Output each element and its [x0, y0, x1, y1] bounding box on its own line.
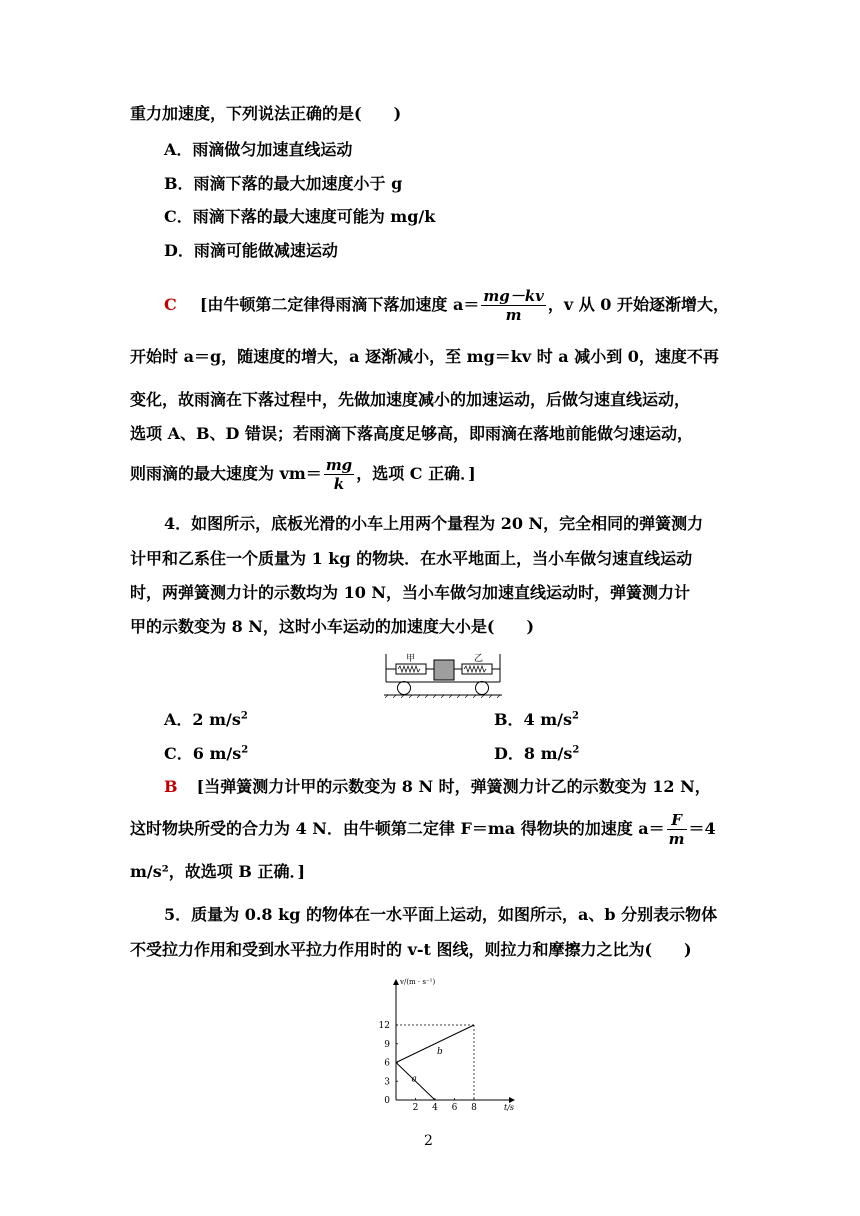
q3-frac2-den: k: [333, 475, 345, 493]
x-tick-label: 6: [451, 1103, 458, 1112]
q4-option-b: B．4 $m/s^2$: [494, 710, 579, 729]
q4-stem-line-4: 甲的示数变为 8 N，这时小车运动的加速度大小是( ): [130, 617, 535, 636]
q4-solution-line-2: [130, 807, 716, 851]
q3-sol-text-d: ，选项 C 正确．]: [356, 464, 476, 483]
cart-left-wheel: [398, 682, 411, 695]
block: [434, 660, 454, 680]
q4-option-c: C．6 $m/s^2$: [164, 744, 249, 763]
vt-chart: [364, 976, 524, 1112]
q5-stem-line-1: 5．质量为 0.8 kg 的物体在一水平面上运动，如图所示，a、b 分别表示物体: [164, 905, 718, 924]
series-label-a: a: [411, 1074, 417, 1085]
q3-option-b: B．雨滴下落的最大加速度小于 g: [164, 174, 403, 193]
y-tick-label: 9: [384, 1039, 390, 1050]
q4-answer: B: [164, 777, 178, 796]
q3-sol-text-a: [由牛顿第二定律得雨滴下落加速度 a＝: [199, 295, 480, 314]
q4-stem-line-2: 计甲和乙系住一个质量为 1 kg 的物块．在水平地面上，当小车做匀速直线运动: [130, 549, 693, 568]
origin-label: 0: [384, 1096, 390, 1106]
q3-answer: C: [164, 295, 177, 314]
q3-solution-line-1: [164, 283, 729, 327]
q4-solution-line-3: m/s²，故选项 B 正确．]: [130, 862, 306, 881]
q4-frac-num: F: [667, 811, 687, 830]
q4-fraction: [667, 811, 687, 848]
q3-frac1-num: mg－kv: [483, 287, 544, 305]
q3-sol-text-b: ，v 从 0 开始逐渐增大，: [547, 295, 729, 314]
q5-stem-line-2: 不受拉力作用和受到水平拉力作用时的 v-t 图线，则拉力和摩擦力之比为( ): [130, 940, 692, 959]
q3-option-a: A．雨滴做匀加速直线运动: [164, 140, 353, 159]
q3-stem-end: 重力加速度，下列说法正确的是( ): [130, 104, 402, 123]
q4-option-a: A．2 $m/s^2$: [164, 710, 248, 729]
series-label-b: b: [437, 1046, 443, 1057]
y-tick-label: 3: [384, 1077, 390, 1088]
q3-frac1-den: m: [505, 306, 522, 324]
y-tick-label: 6: [384, 1058, 390, 1069]
q3-option-c: C．雨滴下落的最大速度可能为 mg/k: [164, 207, 436, 226]
y-axis-label: v/(m · s⁻¹): [400, 978, 436, 986]
q3-solution-line-5: [130, 452, 476, 496]
q3-solution-line-3: 变化，故雨滴在下落过程中，先做加速度减小的加速运动，后做匀速直线运动，: [130, 390, 691, 409]
page-number: 2: [424, 1133, 433, 1149]
q4-frac-den: m: [668, 830, 685, 848]
q4-sol-text-2b: ＝4: [688, 819, 716, 838]
y-tick-label: 12: [378, 1021, 390, 1031]
x-tick-label: 2: [412, 1103, 419, 1112]
q4-stem-line-1: 4．如图所示，底板光滑的小车上用两个量程为 20 N，完全相同的弹簧测力: [164, 514, 704, 533]
series-line-b: [396, 1025, 474, 1063]
q3-fraction-2: [324, 456, 354, 493]
x-axis-label: t/s: [504, 1103, 515, 1112]
q3-frac2-num: mg: [325, 456, 353, 474]
q4-solution-line-1: [164, 777, 711, 797]
label-jia: 甲: [406, 654, 416, 664]
q4-sol-text-1: [当弹簧测力计甲的示数变为 8 N 时，弹簧测力计乙的示数变为 12 N，: [196, 777, 711, 796]
q3-sol-text-c: 则雨滴的最大速度为 vm＝: [130, 464, 322, 483]
q3-option-d: D．雨滴可能做减速运动: [164, 241, 338, 260]
cart-right-wheel: [476, 682, 489, 695]
x-tick-label: 8: [471, 1103, 477, 1112]
x-tick-label: 4: [432, 1103, 438, 1112]
cart-spring-figure: [384, 650, 504, 698]
q4-stem-line-3: 时，两弹簧测力计的示数均为 10 N，当小车做匀加速直线运动时，弹簧测力计: [130, 583, 691, 602]
q3-solution-line-4: 选项 A、B、D 错误；若雨滴下落高度足够高，即雨滴在落地前能做匀速运动，: [130, 424, 693, 443]
q4-sol-text-2a: 这时物块所受的合力为 4 N．由牛顿第二定律 F＝ma 得物块的加速度 a＝: [130, 819, 665, 838]
q3-fraction-1: [481, 287, 545, 324]
q4-option-d: D．8 $m/s^2$: [494, 744, 580, 763]
label-yi: 乙: [474, 654, 484, 664]
q3-solution-line-2: 开始时 a＝g，随速度的增大，a 逐渐减小，至 mg＝kv 时 a 减小到 0，速度不再: [130, 347, 719, 366]
